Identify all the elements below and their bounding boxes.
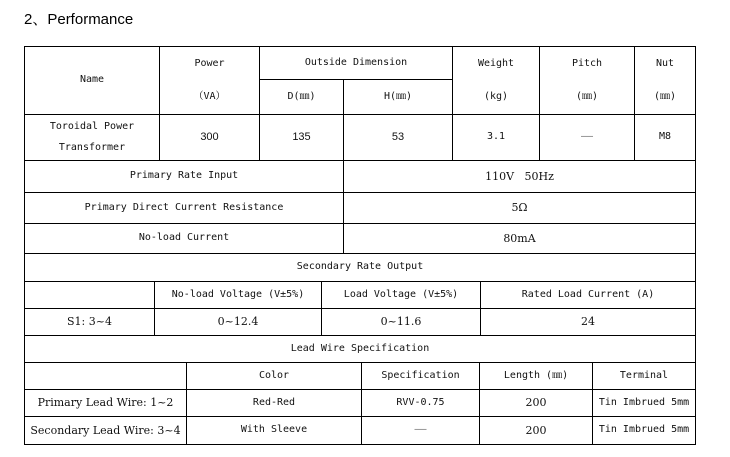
header-power-unit: （VA） bbox=[193, 90, 226, 102]
lead-wire-row-color: Red-Red bbox=[187, 390, 362, 417]
lead-wire-header-color: Color bbox=[187, 363, 362, 390]
secondary-noload-value: 0~12.4 bbox=[155, 309, 322, 336]
header-pitch-unit: (㎜) bbox=[575, 90, 599, 102]
header-weight bbox=[453, 47, 540, 115]
secondary-header-noload: No-load Voltage (V±5%) bbox=[155, 282, 322, 309]
performance-table bbox=[24, 46, 696, 445]
product-d: 135 bbox=[260, 115, 344, 161]
header-name: Name bbox=[25, 47, 160, 115]
header-nut-label: Nut bbox=[655, 58, 675, 69]
lead-wire-row-label: Primary Lead Wire: 1~2 bbox=[25, 390, 187, 417]
header-pitch bbox=[540, 47, 635, 115]
primary-dc-resistance-label: Primary Direct Current Resistance bbox=[25, 193, 344, 224]
lead-wire-header-terminal: Terminal bbox=[593, 363, 695, 390]
product-name-line1: Toroidal Power bbox=[49, 121, 135, 132]
header-power bbox=[160, 47, 260, 115]
lead-wire-row-terminal: Tin Imbrued 5mm bbox=[598, 424, 690, 436]
header-nut-unit: (㎜) bbox=[653, 90, 677, 102]
product-nut: M8 bbox=[635, 115, 695, 161]
header-outside-dimension: Outside Dimension bbox=[260, 47, 453, 80]
header-weight-label: Weight bbox=[477, 58, 515, 69]
product-power: 300 bbox=[160, 115, 260, 161]
lead-wire-row-spec: —— bbox=[362, 417, 480, 444]
no-load-current-label: No-load Current bbox=[25, 224, 344, 254]
header-h: H(㎜) bbox=[344, 80, 453, 115]
lead-wire-header-length: Length (㎜) bbox=[480, 363, 593, 390]
header-pitch-label: Pitch bbox=[571, 58, 603, 69]
no-load-current-value: 80mA bbox=[344, 224, 695, 254]
header-nut bbox=[635, 47, 695, 115]
product-name bbox=[25, 115, 160, 161]
lead-wire-row-length: 200 bbox=[480, 390, 593, 417]
secondary-header-rated: Rated Load Current (A) bbox=[481, 282, 695, 309]
secondary-header-load: Load Voltage (V±5%) bbox=[322, 282, 481, 309]
product-pitch: —— bbox=[540, 115, 635, 161]
primary-dc-resistance-value: 5Ω bbox=[344, 193, 695, 224]
secondary-row-label: S1: 3~4 bbox=[25, 309, 155, 336]
primary-rate-input-label: Primary Rate Input bbox=[25, 161, 344, 193]
product-weight: 3.1 bbox=[453, 115, 540, 161]
lead-wire-row-color: With Sleeve bbox=[187, 417, 362, 444]
lead-wire-header-blank bbox=[25, 363, 187, 390]
product-h: 53 bbox=[344, 115, 453, 161]
lead-wire-row-label: Secondary Lead Wire: 3~4 bbox=[25, 417, 187, 444]
secondary-rated-value: 24 bbox=[481, 309, 695, 336]
product-name-line2: Transformer bbox=[58, 141, 126, 153]
primary-rate-input-value: 110V 50Hz bbox=[344, 161, 695, 193]
header-weight-unit: (kg) bbox=[483, 90, 509, 102]
lead-wire-title: Lead Wire Specification bbox=[25, 336, 695, 363]
header-power-label: Power bbox=[194, 58, 225, 69]
section-title: 2、Performance bbox=[24, 11, 134, 28]
lead-wire-row-length: 200 bbox=[480, 417, 593, 444]
secondary-output-title: Secondary Rate Output bbox=[25, 254, 695, 282]
lead-wire-header-spec: Specification bbox=[362, 363, 480, 390]
lead-wire-row-spec: RVV-0.75 bbox=[362, 390, 480, 417]
header-d: D(㎜) bbox=[260, 80, 344, 115]
secondary-load-value: 0~11.6 bbox=[322, 309, 481, 336]
lead-wire-row-terminal: Tin Imbrued 5mm bbox=[593, 390, 695, 417]
secondary-header-blank bbox=[25, 282, 155, 309]
